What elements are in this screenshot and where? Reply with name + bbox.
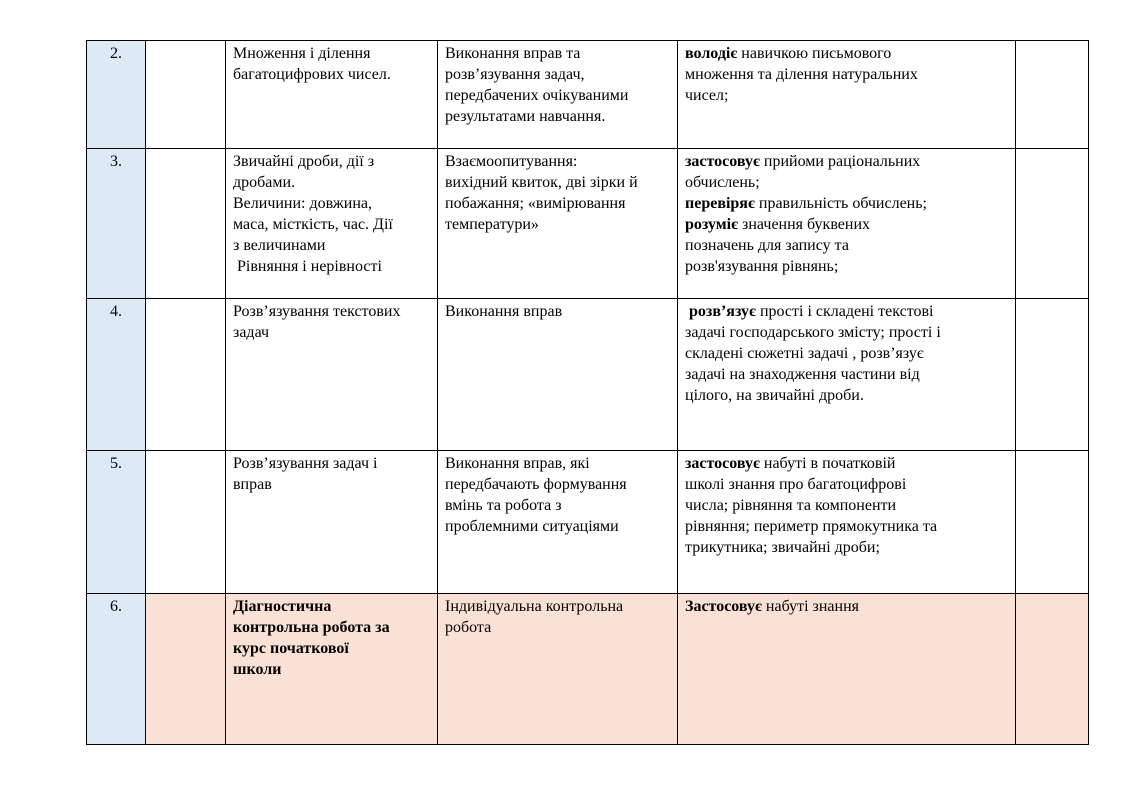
activity-line: передбачають формування (445, 476, 627, 493)
activity-cell (438, 299, 678, 451)
topic-line: задач (233, 324, 270, 341)
result-verb: володіє (685, 45, 738, 62)
topic-line: з величинами (233, 237, 326, 254)
result-text: обчислень; (685, 174, 760, 191)
table-row (87, 451, 1089, 594)
result-line (685, 43, 1008, 64)
result-line (685, 474, 1008, 495)
notes-cell (1016, 41, 1089, 149)
activity-line: Взаємоопитування: (445, 153, 578, 170)
empty-cell (146, 299, 226, 451)
topic-line: Розв’язування текстових (233, 303, 401, 320)
activity-line: вихідний квиток, дві зірки й (445, 174, 638, 191)
activity-line: передбачених очікуваними (445, 87, 629, 104)
result-verb: перевіряє (685, 195, 755, 212)
result-text: правильність обчислень; (754, 195, 927, 212)
topic-cell (226, 41, 438, 149)
result-cell (678, 451, 1016, 594)
result-line (685, 453, 1008, 474)
result-text: прості і складені текстові (755, 303, 934, 320)
topic-cell (226, 149, 438, 299)
activity-line: Виконання вправ та (445, 45, 581, 62)
result-text: школі знання про багатоцифрові (685, 476, 907, 493)
result-line (685, 516, 1008, 537)
activity-cell (438, 594, 678, 745)
result-line (685, 151, 1008, 172)
result-line (685, 301, 1008, 322)
row-number: 6. (87, 594, 146, 745)
result-verb: Застосовує (685, 598, 762, 615)
result-line (685, 172, 1008, 193)
result-line (685, 343, 1008, 364)
topic-line: дробами. (233, 174, 296, 191)
result-text: набуті знання (761, 598, 860, 615)
result-cell (678, 299, 1016, 451)
activity-line: температури» (445, 216, 539, 233)
result-cell (678, 149, 1016, 299)
result-line (685, 256, 1008, 277)
result-text: значення буквених (738, 216, 871, 233)
activity-line: Виконання вправ, які (445, 455, 590, 472)
result-line (685, 235, 1008, 256)
activity-cell (438, 451, 678, 594)
result-line (685, 193, 1008, 214)
topic-line: курс початкової (233, 640, 349, 657)
empty-cell (146, 594, 226, 745)
result-text: чисел; (685, 87, 729, 104)
result-verb: застосовує (685, 153, 760, 170)
activity-line: розв’язування задач, (445, 66, 585, 83)
topic-line: вправ (233, 476, 272, 493)
result-line (685, 495, 1008, 516)
result-cell (678, 41, 1016, 149)
row-number: 3. (87, 149, 146, 299)
topic-line: багатоцифрових чисел. (233, 66, 391, 83)
result-line (685, 214, 1008, 235)
table-body (87, 41, 1089, 745)
notes-cell (1016, 594, 1089, 745)
result-text: множення та ділення натуральних (685, 66, 918, 83)
topic-cell (226, 451, 438, 594)
result-verb: розв’язує (685, 303, 756, 320)
topic-line: маса, місткість, час. Дії (233, 216, 393, 233)
result-text: трикутника; звичайні дроби; (685, 539, 880, 556)
result-text: задачі на знаходження частини від (685, 366, 920, 383)
result-text: набуті в початковій (759, 455, 896, 472)
empty-cell (146, 451, 226, 594)
result-text: числа; рівняння та компоненти (685, 497, 897, 514)
result-text: розв'язування рівнянь; (685, 258, 839, 275)
table-row (87, 594, 1089, 745)
activity-line: робота (445, 619, 492, 636)
activity-line: вмінь та робота з (445, 497, 562, 514)
empty-cell (146, 149, 226, 299)
topic-line: Звичайні дроби, дії з (233, 153, 375, 170)
topic-line: контрольна робота за (233, 619, 390, 636)
result-verb: застосовує (685, 455, 760, 472)
topic-line: Рівняння і нерівності (233, 258, 382, 275)
result-verb: розуміє (685, 216, 739, 233)
activity-line: побажання; «вимірювання (445, 195, 626, 212)
table-row (87, 299, 1089, 451)
topic-line: Множення і ділення (233, 45, 371, 62)
activity-cell (438, 41, 678, 149)
result-text: позначень для запису та (685, 237, 849, 254)
result-line (685, 64, 1008, 85)
lesson-plan-table (86, 40, 1089, 745)
topic-line: школи (233, 661, 282, 678)
result-cell (678, 594, 1016, 745)
activity-cell (438, 149, 678, 299)
result-text: прийоми раціональних (759, 153, 921, 170)
row-number: 5. (87, 451, 146, 594)
result-line (685, 596, 1008, 617)
result-line (685, 322, 1008, 343)
table-row (87, 41, 1089, 149)
topic-cell (226, 594, 438, 745)
notes-cell (1016, 299, 1089, 451)
result-text: складені сюжетні задачі , розв’язує (685, 345, 924, 362)
table-row (87, 149, 1089, 299)
result-text: рівняння; периметр прямокутника та (685, 518, 938, 535)
topic-line: Діагностична (233, 598, 332, 615)
notes-cell (1016, 451, 1089, 594)
result-text: задачі господарського змісту; прості і (685, 324, 941, 341)
result-line (685, 364, 1008, 385)
topic-cell (226, 299, 438, 451)
result-text: навичкою письмового (737, 45, 892, 62)
topic-line: Величини: довжина, (233, 195, 373, 212)
result-text: цілого, на звичайні дроби. (685, 387, 864, 404)
result-line (685, 537, 1008, 558)
activity-line: Індивідуальна контрольна (445, 598, 624, 615)
activity-line: проблемними ситуаціями (445, 518, 619, 535)
activity-line: результатами навчання. (445, 108, 606, 125)
row-number: 4. (87, 299, 146, 451)
empty-cell (146, 41, 226, 149)
result-line (685, 85, 1008, 106)
topic-line: Розв’язування задач і (233, 455, 378, 472)
activity-line: Виконання вправ (445, 303, 563, 320)
row-number: 2. (87, 41, 146, 149)
notes-cell (1016, 149, 1089, 299)
result-line (685, 385, 1008, 406)
